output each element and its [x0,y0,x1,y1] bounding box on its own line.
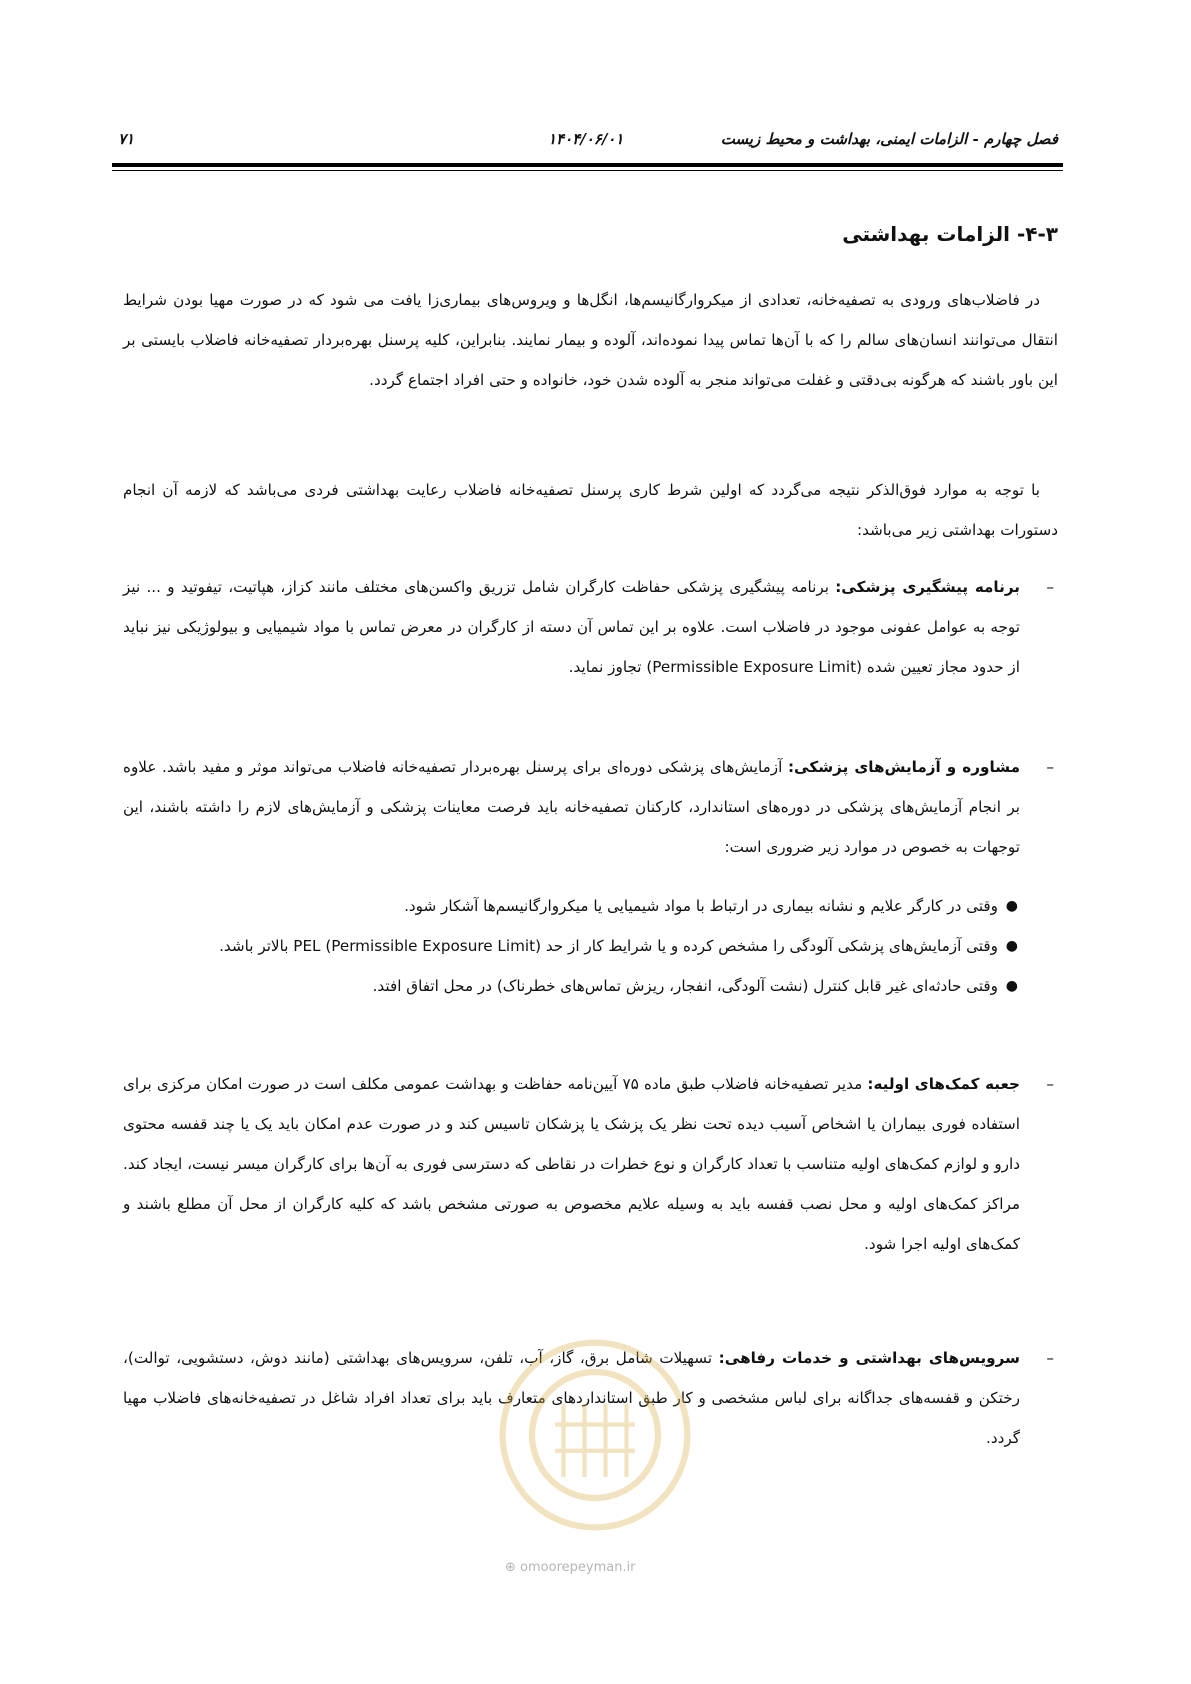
bullet-marker: ● [1005,978,1018,994]
sub-item-text: وقتی آزمایش‌های پزشکی آلودگی را مشخص کرده و یا شرایط کار از حد PEL (Permissible Exposure Limit) بالاتر باشد. [219,937,998,955]
sub-list-item [123,886,1058,926]
dash-marker: – [1046,1075,1054,1093]
item-label: برنامه پیشگیری پزشکی: [835,578,1020,596]
running-header [118,126,1058,152]
header-rule-thin [112,170,1063,171]
watermark-url-text: omoorepeyman.ir [520,1560,636,1575]
item-text: آزمایش‌های پزشکی دوره‌ای برای پرسنل بهره‌بردار تصفیه‌خانه فاضلاب می‌تواند موثر و مفید باشد. علاوه بر انجام آزمایش‌های پزشکی در دوره‌های استاندارد، کارکنان تصفیه‌خانه باید فرصت معاینات پزشکی و آزمایش‌های لازم را داشته باشند، این توجهات به خصوص در موارد زیر ضروری است: [123,758,1020,856]
header-rule-thick [112,163,1063,167]
watermark-logo [490,1330,700,1540]
dash-marker: – [1046,758,1054,776]
bullet-marker: ● [1005,938,1018,954]
list-item-first-aid [123,1064,1058,1264]
item-text: مدیر تصفیه‌خانه فاضلاب طبق ماده ۷۵ آیین‌نامه حفاظت و بهداشت عمومی مکلف است در صورت امکان مرکزی برای استفاده فوری بیماران یا اشخاص آسیب دیده تحت نظر یک پزشک یا پزشکان تاسیس کند و در صورت عدم امکان باید یک یا چند قفسه محتوی دارو و لوازم کمک‌های اولیه متناسب با تعداد کارگران و نوع خطرات در نقاطی که دسترسی فوری به آن‌ها برای کارگران میسر نیست، ایجاد کند. مراکز کمک‌های اولیه و محل نصب قفسه باید به وسیله علایم مخصوص به صورتی مشخص باشد که کلیه کارگران از محل آن مطلع باشند و کمک‌های اولیه اجرا شود. [123,1075,1020,1253]
chapter-title: فصل چهارم - الزامات ایمنی، بهداشت و محیط زیست [720,130,1058,148]
bullet-marker: ● [1005,898,1018,914]
sub-list-item [123,926,1058,966]
globe-icon: ⊕ [505,1560,516,1575]
intro-paragraph [123,280,1058,400]
second-paragraph [123,470,1058,550]
dash-marker: – [1046,578,1054,596]
sub-item-text: وقتی حادثه‌ای غیر قابل کنترل (نشت آلودگی، انفجار، ریزش تماس‌های خطرناک) در محل اتفاق افتد. [372,977,998,995]
item-label: جعبه کمک‌های اولیه: [867,1075,1020,1093]
sub-list-item [123,966,1058,1006]
page-number: ۷۱ [118,130,135,148]
item-text: برنامه پیشگیری پزشکی حفاظت کارگران شامل تزریق واکسن‌های مختلف مانند کزاز، هپاتیت، تیفوتید و ... نیز توجه به عوامل عفونی موجود در فاضلاب است. علاوه بر این تماس آن دسته از کارگران در معرض تماس با مواد شیمیایی و بیولوژیکی نیز نباید از حدود مجاز تعیین شده (Permissible Exposure Limit) تجاوز نماید. [123,578,1020,676]
sub-list [123,886,1058,1006]
paragraph-text: در فاضلاب‌های ورودی به تصفیه‌خانه، تعدادی از میکروارگانیسم‌ها، انگل‌ها و ویروس‌های بیماری‌زا یافت می شود که در صورت مهیا بودن شرایط انتقال می‌توانند انسان‌های سالم را که با آن‌ها تماس پیدا نموده‌اند، آلوده و بیمار نمایند. بنابراین، کلیه پرسنل بهره‌بردار تصفیه‌خانه فاضلاب بایستی بر این باور باشند که هرگونه بی‌دقتی و غفلت می‌تواند منجر به آلوده شدن خود، خانواده و حتی افراد اجتماع گردد. [123,291,1058,389]
watermark-url [505,1560,636,1575]
list-item-medical-tests [123,747,1058,867]
item-text: تسهیلات شامل برق، گاز، آب، تلفن، سرویس‌های بهداشتی (مانند دوش، دستشویی، توالت)، رختکن و قفسه‌های جداگانه برای لباس مشخصی و کار طبق استانداردهای متعارف باید برای تعداد افراد شاغل در تصفیه‌خانه‌های فاضلاب مهیا گردد. [123,1349,1020,1447]
dash-marker: – [1046,1349,1054,1367]
item-label: مشاوره و آزمایش‌های پزشکی: [787,758,1020,776]
section-heading: ۴-۳- الزامات بهداشتی [842,222,1058,246]
paragraph-text: با توجه به موارد فوق‌الذکر نتیجه می‌گردد که اولین شرط کاری پرسنل تصفیه‌خانه فاضلاب رعایت بهداشتی فردی می‌باشد که لازمه آن انجام دستورات بهداشتی زیر می‌باشد: [123,481,1058,539]
header-date: ۱۴۰۴/۰۶/۰۱ [548,130,624,148]
list-item-medical-prevention [123,567,1058,687]
sub-item-text: وقتی در کارگر علایم و نشانه بیماری در ارتباط با مواد شیمیایی یا میکروارگانیسم‌ها آشکار شود. [404,897,998,915]
item-label: سرویس‌های بهداشتی و خدمات رفاهی: [718,1349,1020,1367]
